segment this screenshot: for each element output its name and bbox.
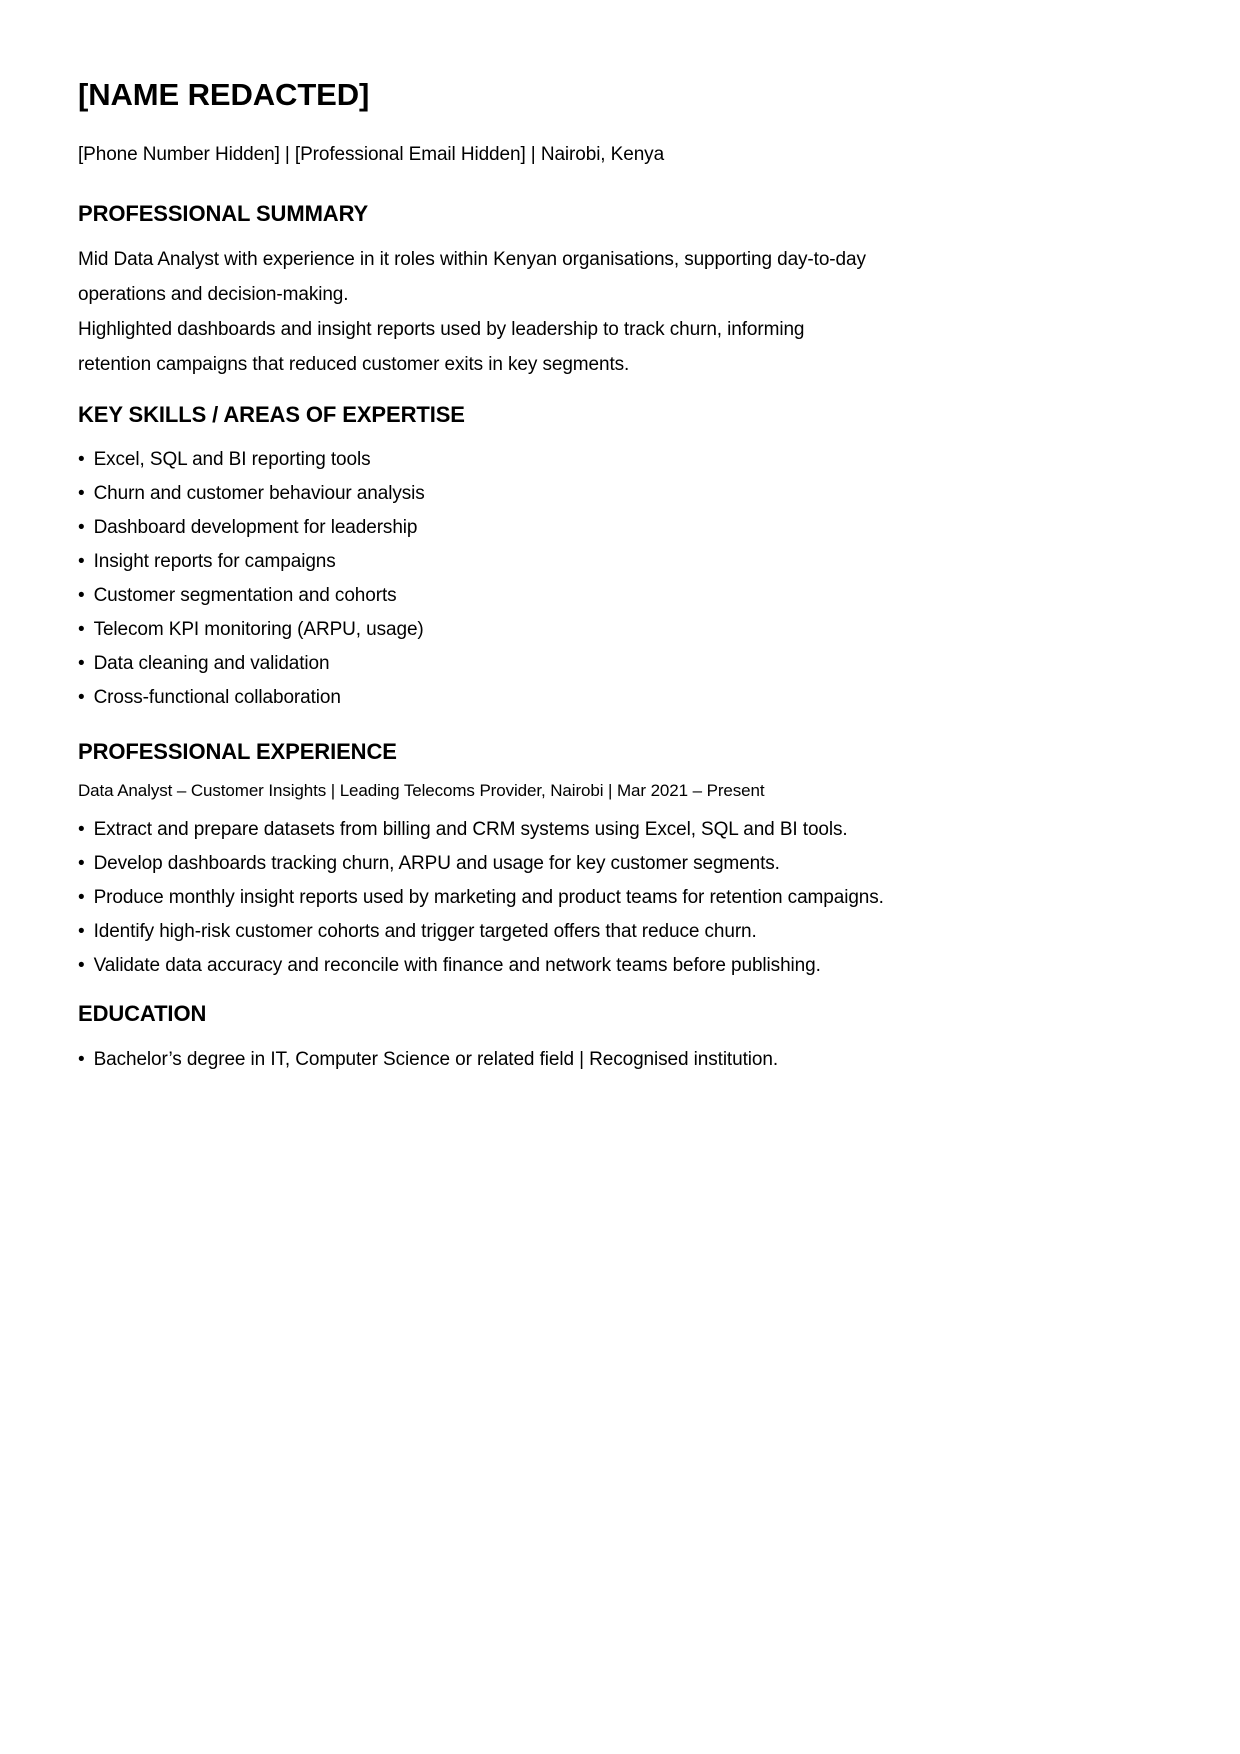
experience-item: • Identify high-risk customer cohorts and trigger targeted offers that reduce churn. (78, 915, 1162, 949)
experience-item: • Validate data accuracy and reconcile with finance and network teams before publishing. (78, 949, 1162, 983)
skill-item: • Dashboard development for leadership (78, 511, 1162, 545)
section-heading-professional-summary: PROFESSIONAL SUMMARY (78, 201, 369, 226)
skills-list (78, 443, 1162, 715)
education-list (78, 1043, 1162, 1077)
section-heading-professional-experience: PROFESSIONAL EXPERIENCE (78, 739, 397, 764)
candidate-name: [NAME REDACTED] (78, 77, 370, 112)
skill-item: • Cross-functional collaboration (78, 681, 1162, 715)
experience-item: • Produce monthly insight reports used by marketing and product teams for retention campaigns. (78, 881, 1162, 915)
section-heading-key-skills: KEY SKILLS / AREAS OF EXPERTISE (78, 402, 465, 427)
contact-info: [Phone Number Hidden] | [Professional Email Hidden] | Nairobi, Kenya (78, 144, 665, 165)
skill-item: • Telecom KPI monitoring (ARPU, usage) (78, 613, 1162, 647)
skill-item: • Excel, SQL and BI reporting tools (78, 443, 1162, 477)
experience-list (78, 813, 1162, 983)
summary-line: Highlighted dashboards and insight reports used by leadership to track churn, informing (78, 319, 805, 340)
section-heading-education: EDUCATION (78, 1001, 207, 1026)
skill-item: • Insight reports for campaigns (78, 545, 1162, 579)
skill-item: • Churn and customer behaviour analysis (78, 477, 1162, 511)
summary-paragraph (78, 242, 1162, 382)
summary-line: operations and decision-making. (78, 284, 349, 305)
skill-item: • Customer segmentation and cohorts (78, 579, 1162, 613)
summary-line: retention campaigns that reduced customer exits in key segments. (78, 354, 630, 375)
experience-item: • Extract and prepare datasets from billing and CRM systems using Excel, SQL and BI tools. (78, 813, 1162, 847)
education-item: • Bachelor’s degree in IT, Computer Science or related field | Recognised institution. (78, 1043, 1162, 1077)
experience-item: • Develop dashboards tracking churn, ARPU and usage for key customer segments. (78, 847, 1162, 881)
summary-line: Mid Data Analyst with experience in it roles within Kenyan organisations, supporting day-to-day (78, 249, 866, 270)
job-title-line: Data Analyst – Customer Insights | Leading Telecoms Provider, Nairobi | Mar 2021 – Present (78, 781, 765, 800)
skill-item: • Data cleaning and validation (78, 647, 1162, 681)
